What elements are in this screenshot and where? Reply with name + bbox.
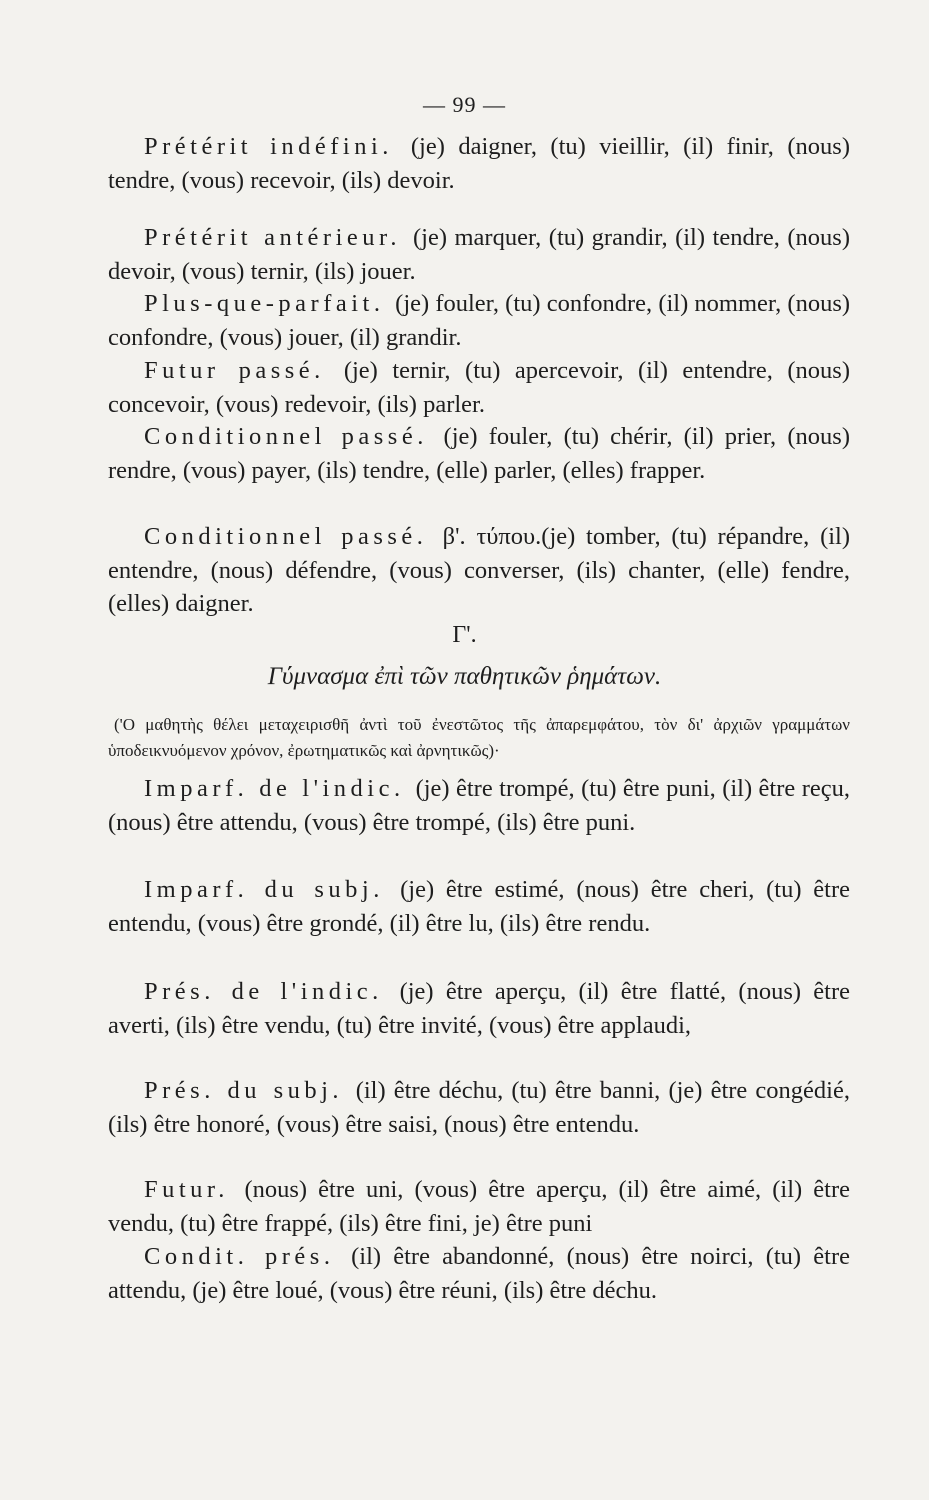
- tense-heading: Condit. prés.: [144, 1243, 352, 1270]
- paragraph: [108, 1074, 850, 1141]
- paragraph: [108, 420, 850, 487]
- exercise-text: (je) ternir, (tu) apercevoir, (il) entendre, (nous) concevoir, (vous) redevoir, (ils) parler.: [108, 357, 850, 418]
- exercise-text: (je) être trompé, (tu) être puni, (il) être reçu, (nous) être attendu, (vous) être trompé, (ils) être puni.: [108, 775, 850, 836]
- paragraph: [108, 772, 850, 839]
- paragraph: [108, 130, 850, 197]
- page-number: — 99 —: [423, 92, 506, 117]
- paragraph: [108, 287, 850, 354]
- tense-heading: Imparf. de l'indic.: [144, 775, 416, 802]
- section-letter: Γ'.: [452, 622, 477, 648]
- exercise-text: (je) fouler, (tu) chérir, (il) prier, (nous) rendre, (vous) payer, (ils) tendre, (elle) parler, (elles) frapper.: [108, 423, 850, 484]
- tense-heading: Prés. de l'indic.: [144, 978, 400, 1005]
- paragraph: [108, 873, 850, 940]
- exercise-text: (je) être aperçu, (il) être flatté, (nous) être averti, (ils) être vendu, (tu) être invité, (vous) être applaudi,: [108, 978, 850, 1039]
- tense-heading: Prés. du subj.: [144, 1077, 356, 1104]
- paragraph: [108, 520, 850, 621]
- tense-heading: Prétérit indéfini.: [144, 133, 411, 160]
- tense-heading: Conditionnel passé.: [144, 423, 444, 450]
- exercise-text: β'. τύπου.(je) tomber, (tu) répandre, (il) entendre, (nous) défendre, (vous) converser, (ils) chanter, (elle) fendre, (elles) daigner.: [108, 523, 851, 617]
- paragraph: [108, 354, 850, 421]
- tense-heading: Plus-que-parfait.: [144, 290, 396, 317]
- exercise-text: (je) marquer, (tu) grandir, (il) tendre, (nous) devoir, (vous) ternir, (ils) jouer.: [108, 224, 850, 285]
- instruction-note: [108, 712, 850, 764]
- exercise-text: (il) être déchu, (tu) être banni, (je) être congédié, (ils) être honoré, (vous) être saisi, (nous) être entendu.: [108, 1077, 850, 1138]
- instruction-text: ('Ο μαθητὴς θέλει μεταχειρισθῆ ἀντὶ τοῦ ἐνεστῶτος τῆς ἀπαρεμφάτου, τὸν δι' ἀρχιῶν γραμμάτων ὑποδεικνυόμενον χρόνον, ἐρωτηματικῶς καὶ ἀρνητικῶς)·: [108, 715, 850, 760]
- tense-heading: Futur passé.: [144, 357, 344, 384]
- paragraph: [108, 1173, 850, 1240]
- tense-heading: Futur.: [144, 1176, 245, 1203]
- section-title: Γύμνασμα ἐπὶ τῶν παθητικῶν ῥημάτων.: [267, 663, 662, 690]
- exercise-text: (je) être estimé, (nous) être cheri, (tu) être entendu, (vous) être grondé, (il) être lu, (ils) être rendu.: [108, 876, 850, 937]
- exercise-text: (je) fouler, (tu) confondre, (il) nommer, (nous) confondre, (vous) jouer, (il) grandir.: [108, 290, 851, 351]
- paragraph: [108, 1240, 850, 1307]
- exercise-text: (il) être abandonné, (nous) être noirci, (tu) être attendu, (je) être loué, (vous) être réuni, (ils) être déchu.: [108, 1243, 850, 1304]
- paragraph: [108, 975, 850, 1042]
- paragraph: [108, 221, 850, 288]
- tense-heading: Prétérit antérieur.: [144, 224, 413, 251]
- tense-heading: Conditionnel passé.: [144, 523, 443, 550]
- exercise-text: (nous) être uni, (vous) être aperçu, (il) être aimé, (il) être vendu, (tu) être frappé, (ils) être fini, je) être puni: [108, 1176, 850, 1237]
- exercise-text: (je) daigner, (tu) vieillir, (il) finir, (nous) tendre, (vous) recevoir, (ils) devoir.: [108, 133, 850, 194]
- tense-heading: Imparf. du subj.: [144, 876, 401, 903]
